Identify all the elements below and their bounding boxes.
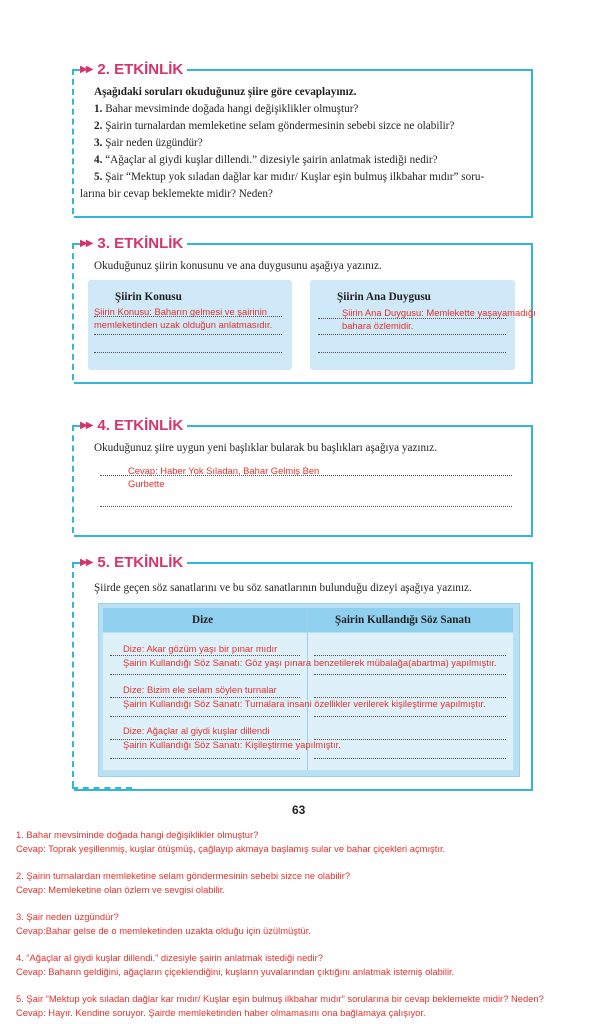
activity5-bottom-dash [72,787,132,789]
table-line-2b [314,674,506,675]
double-arrow-icon: ▶▶ [80,557,92,568]
table-line-6a [110,758,300,759]
table-line-4b [314,716,506,717]
activity3-instruction: Okuduğunuz şiirin konusunu ve ana duygusunu aşağıya yazınız. [94,260,382,272]
activity3-frame-left [72,243,74,380]
emotion-answer-line-1[interactable]: Şiirin Ana Duygusu: Memlekette yaşayamadığı [342,307,536,318]
activity2-header [80,61,187,78]
activity2-question-5-cont: larına bir cevap beklemekte midir? Neden? [80,188,273,200]
activity5-instruction: Şiirde geçen söz sanatlarını ve bu söz sanatlarının bulunduğu dizeyi aşağıya yazınız. [94,582,472,594]
topic-heading: Şiirin Konusu [115,291,182,303]
activity2-instruction: Aşağıdaki soruları okuduğunuz şiire göre cevaplayınız. [94,86,357,98]
topic-answer-line-2[interactable]: memleketinden uzak olduğun anlatmasıdır. [94,319,273,330]
topic-answer-line-a [94,316,282,317]
activity4-header [80,417,187,434]
activity5-frame-left [72,562,74,787]
activity2-frame-left [72,69,74,214]
activity5-header [80,554,187,571]
activity2-question-1: 1. Bahar mevsiminde doğada hangi değişiklikler olmuştur? [94,103,359,115]
activity2-title: 2. ETKİNLİK [97,61,184,78]
answer-5-question: 5. Şair “Mektup yok sıladan dağlar kar mıdır/ Kuşlar eşin bulmuş ilkbahar mıdır” sorularına bir cevap beklemekte midir? Neden? [16,993,544,1004]
emotion-answer-line-a [318,318,506,319]
activity4-line-a [100,475,512,476]
table-line-5b [314,739,506,740]
answer-1-text: Cevap: Toprak yeşillenmiş, kuşlar ötüşmüş, çağlayıp akmaya başlamış sular ve bahar çiçekleri açmıştır. [16,843,446,854]
answer-1-question: 1. Bahar mevsiminde doğada hangi değişiklikler olmuştur? [16,829,259,840]
activity4-answer-line-2[interactable]: Gurbette [128,478,165,489]
table-row-3-dize[interactable]: Dize: Ağaçlar al giydi kuşlar dillendi [123,725,270,736]
activity4-title: 4. ETKİNLİK [97,417,184,434]
answer-2-text: Cevap: Memleketine olan özlem ve sevgisi olabilir. [16,884,225,895]
activity4-line-b [100,506,512,507]
activity4-frame-left [72,425,74,533]
table-line-4a [110,716,300,717]
answer-4-question: 4. “Ağaçlar al giydi kuşlar dillendi.” dizesiyle şairin anlatmak istediği nedir? [16,952,323,963]
topic-answer-line-c [94,352,282,353]
activity3-title: 3. ETKİNLİK [97,235,184,252]
activity4-instruction: Okuduğunuz şiire uygun yeni başlıklar bularak bu başlıkları aşağıya yazınız. [94,442,437,454]
activity2-question-4: 4. “Ağaçlar al giydi kuşlar dillendi.” dizesiyle şairin anlatmak istediği nedir? [94,154,438,166]
table-row-2-sanat[interactable]: Şairin Kullandığı Söz Sanatı: Turnalara insani özellikler verilerek kişileştirme yapılmıştır. [123,698,486,709]
table-row-2-dize[interactable]: Dize: Bizim ele selam söylen turnalar [123,684,277,695]
activity2-question-2: 2. Şairin turnalardan memleketine selam göndermesinin sebebi sizce ne olabilir? [94,120,455,132]
topic-answer-line-b [94,334,282,335]
table-row-3-sanat[interactable]: Şairin Kullandığı Söz Sanatı: Kişileştirme yapılmıştır. [123,739,341,750]
topic-answer-line-1[interactable]: Şiirin Konusu: Baharın gelmesi ve şairinin [94,306,268,317]
activity2-question-5: 5. Şair “Mektup yok sıladan dağlar kar mıdır/ Kuşlar eşin bulmuş ilkbahar mıdır” soru- [94,171,485,183]
double-arrow-icon: ▶▶ [80,420,92,431]
emotion-answer-line-2[interactable]: bahara özlemidir. [342,320,414,331]
activity3-header [80,235,187,252]
emotion-answer-line-b [318,334,506,335]
page-number: 63 [292,803,306,817]
answer-3-question: 3. Şair neden üzgündür? [16,911,119,922]
double-arrow-icon: ▶▶ [80,238,92,249]
activity4-answer-line-1[interactable]: Cevap: Haber Yok Sıladan, Bahar Gelmiş Ben [128,465,320,476]
emotion-answer-line-c [318,352,506,353]
table-col-dize: Dize [192,614,214,626]
answer-5-text: Cevap: Hayır. Kendine soruyor. Şairde memleketinden haber olmamasını ona bağlamaya çalışıyor. [16,1007,426,1018]
table-line-2a [110,674,300,675]
double-arrow-icon: ▶▶ [80,64,92,75]
answer-3-text: Cevap:Bahar gelse de o memleketinden uzakta olduğu için üzülmüştür. [16,925,311,936]
table-row-1-sanat[interactable]: Şairin Kullandığı Söz Sanatı: Göz yaşı pınara benzetilerek mübalağa(abartma) yapılmıştır. [123,657,497,668]
table-col-sanat: Şairin Kullandığı Söz Sanatı [335,614,471,626]
activity2-question-3: 3. Şair neden üzgündür? [94,137,203,149]
emotion-heading: Şiirin Ana Duygusu [337,291,431,303]
answer-2-question: 2. Şairin turnalardan memleketine selam göndermesinin sebebi sizce ne olabilir? [16,870,351,881]
activity5-title: 5. ETKİNLİK [97,554,184,571]
table-row-1-dize[interactable]: Dize: Akar gözüm yaşı bir pınar mıdır [123,643,278,654]
answer-4-text: Cevap: Baharın geldiğini, ağaçların çiçeklendiğini, kuşların yuvalarından çıktığını anlatmak istemiş olabilir. [16,966,455,977]
table-line-6b [314,758,506,759]
